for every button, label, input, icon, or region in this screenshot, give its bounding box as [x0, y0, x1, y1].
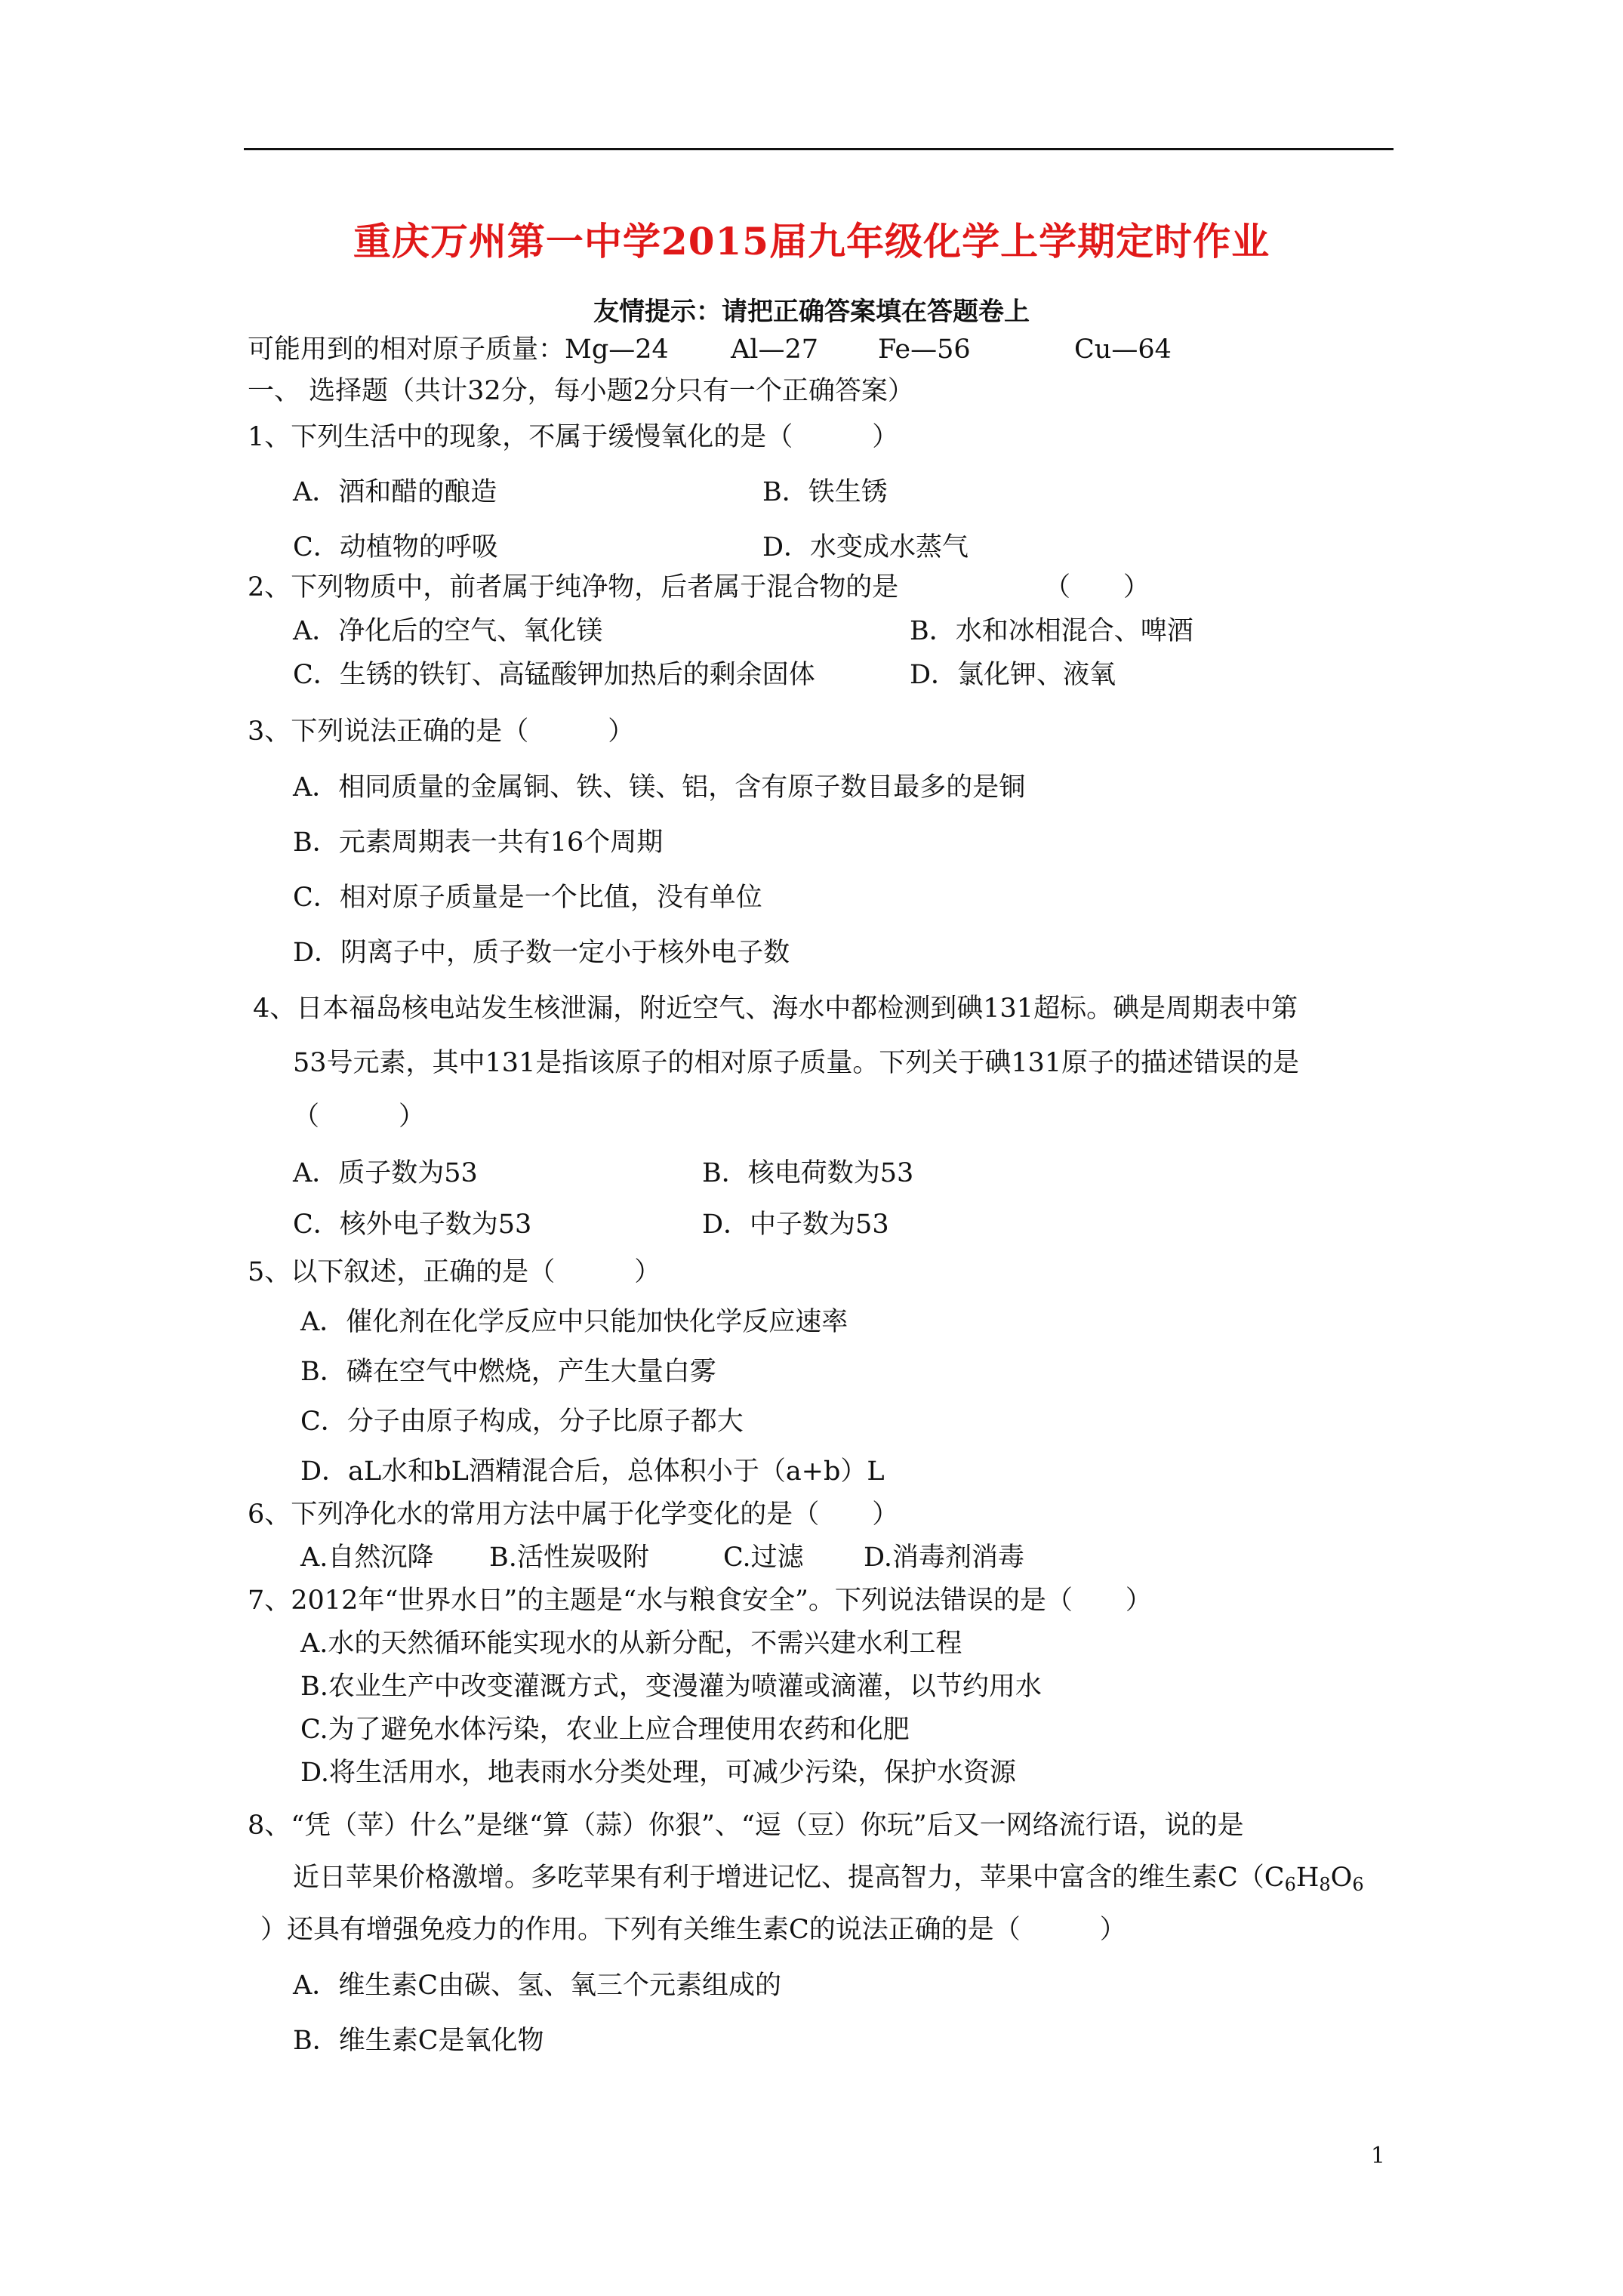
q2-stem-text: 2、下列物质中，前者属于纯净物，后者属于混合物的是 — [248, 572, 899, 603]
q5-stem: 5、以下叙述，正确的是（ ） — [248, 1257, 661, 1287]
header-rule — [244, 148, 1394, 150]
formula-h: H — [1295, 1863, 1320, 1893]
q7-stem: 7、2012年“世界水日”的主题是“水与粮食安全”。下列说法错误的是（ ） — [248, 1586, 1152, 1616]
q5-option-d: D．aL水和bL酒精混合后，总体积小于（a+b）L — [300, 1456, 885, 1487]
q8-stem-line-1: 8、“凭（苹）什么”是继“算（蒜）你狠”、“逗（豆）你玩”后又一网络流行语，说的是 — [248, 1811, 1244, 1841]
q3-stem: 3、下列说法正确的是（ ） — [248, 717, 635, 747]
mass-mg: Mg—24 — [565, 334, 669, 365]
q5-option-a: A．催化剂在化学反应中只能加快化学反应速率 — [300, 1307, 848, 1337]
formula-sub-6a: 6 — [1284, 1874, 1296, 1895]
page-number: 1 — [1370, 2143, 1385, 2169]
q4-option-c: C．核外电子数为53 — [293, 1210, 532, 1240]
q4-option-b: B．核电荷数为53 — [702, 1158, 914, 1188]
q5-option-c: C．分子由原子构成，分子比原子都大 — [300, 1407, 744, 1437]
q3-option-b: B．元素周期表一共有16个周期 — [293, 827, 664, 858]
hint-text: 友情提示：请把正确答案填在答题卷上 — [593, 297, 1030, 327]
atomic-mass-line — [248, 334, 1172, 365]
q7-option-a: A.水的天然循环能实现水的从新分配，不需兴建水利工程 — [300, 1629, 962, 1659]
q2-option-a: A．净化后的空气、氧化镁 — [293, 616, 603, 646]
mass-al: Al—27 — [731, 334, 819, 365]
q8-stem-line-2 — [293, 1862, 1364, 1896]
q2-answer-paren: （ ） — [1044, 572, 1150, 603]
q5-option-b: B．磷在空气中燃烧，产生大量白雾 — [300, 1357, 716, 1387]
q1-option-a: A．酒和醋的酿造 — [293, 477, 497, 507]
q2-stem — [248, 572, 1150, 603]
formula-o: O — [1330, 1863, 1353, 1893]
page-title: 重庆万州第一中学2015届九年级化学上学期定时作业 — [353, 219, 1270, 264]
q6-stem: 6、下列净化水的常用方法中属于化学变化的是（ ） — [248, 1499, 899, 1530]
mass-fe: Fe—56 — [878, 334, 971, 365]
q4-option-d: D．中子数为53 — [702, 1210, 889, 1240]
q1-stem: 1、下列生活中的现象，不属于缓慢氧化的是（ ） — [248, 422, 899, 452]
q2-option-d: D．氯化钾、液氧 — [910, 660, 1116, 690]
vitamin-c-formula — [1264, 1863, 1364, 1893]
q4-stem-line-1: 4、日本福岛核电站发生核泄漏，附近空气、海水中都检测到碘131超标。碘是周期表中第 — [253, 994, 1298, 1024]
section-heading: 一、 选择题（共计32分，每小题2分只有一个正确答案） — [248, 376, 914, 406]
q6-option-a: A.自然沉降 — [300, 1542, 434, 1573]
q1-option-c: C．动植物的呼吸 — [293, 532, 498, 562]
q3-option-d: D．阴离子中，质子数一定小于核外电子数 — [293, 938, 790, 968]
formula-sub-6b: 6 — [1352, 1874, 1364, 1895]
q6-options — [300, 1542, 1024, 1573]
q7-option-d: D.将生活用水，地表雨水分类处理，可减少污染，保护水资源 — [300, 1758, 1016, 1788]
q4-stem-line-3: （ ） — [293, 1102, 426, 1132]
q6-option-b: B.活性炭吸附 — [489, 1542, 649, 1573]
atomic-mass-label: 可能用到的相对原子质量： — [248, 334, 565, 365]
formula-sub-8: 8 — [1319, 1874, 1331, 1895]
q7-option-b: B.农业生产中改变灌溉方式，变漫灌为喷灌或滴灌，以节约用水 — [300, 1672, 1042, 1702]
q6-option-d: D.消毒剂消毒 — [864, 1542, 1024, 1573]
q1-option-b: B．铁生锈 — [762, 477, 888, 507]
q8-option-b: B．维生素C是氧化物 — [293, 2026, 544, 2056]
mass-cu: Cu—64 — [1074, 334, 1172, 365]
q2-option-b: B．水和冰相混合、啤酒 — [910, 616, 1193, 646]
formula-c: C — [1264, 1863, 1285, 1893]
q3-option-c: C．相对原子质量是一个比值，没有单位 — [293, 883, 762, 913]
q2-option-c: C．生锈的铁钉、高锰酸钾加热后的剩余固体 — [293, 660, 815, 690]
q3-option-a: A．相同质量的金属铜、铁、镁、铝，含有原子数目最多的是铜 — [293, 772, 1026, 803]
q4-option-a: A．质子数为53 — [293, 1158, 478, 1188]
q8-option-a: A．维生素C由碳、氢、氧三个元素组成的 — [293, 1971, 782, 2001]
q1-option-d: D．水变成水蒸气 — [762, 532, 969, 562]
q6-option-c: C.过滤 — [723, 1542, 804, 1573]
q7-option-c: C.为了避免水体污染，农业上应合理使用农药和化肥 — [300, 1715, 910, 1745]
q8-stem-line-2-text: 近日苹果价格激增。多吃苹果有利于增进记忆、提高智力，苹果中富含的维生素C（ — [293, 1863, 1264, 1893]
q4-stem-line-2: 53号元素，其中131是指该原子的相对原子质量。下列关于碘131原子的描述错误的是 — [293, 1048, 1300, 1078]
q8-stem-line-3: ）还具有增强免疫力的作用。下列有关维生素C的说法正确的是（ ） — [260, 1915, 1126, 1945]
